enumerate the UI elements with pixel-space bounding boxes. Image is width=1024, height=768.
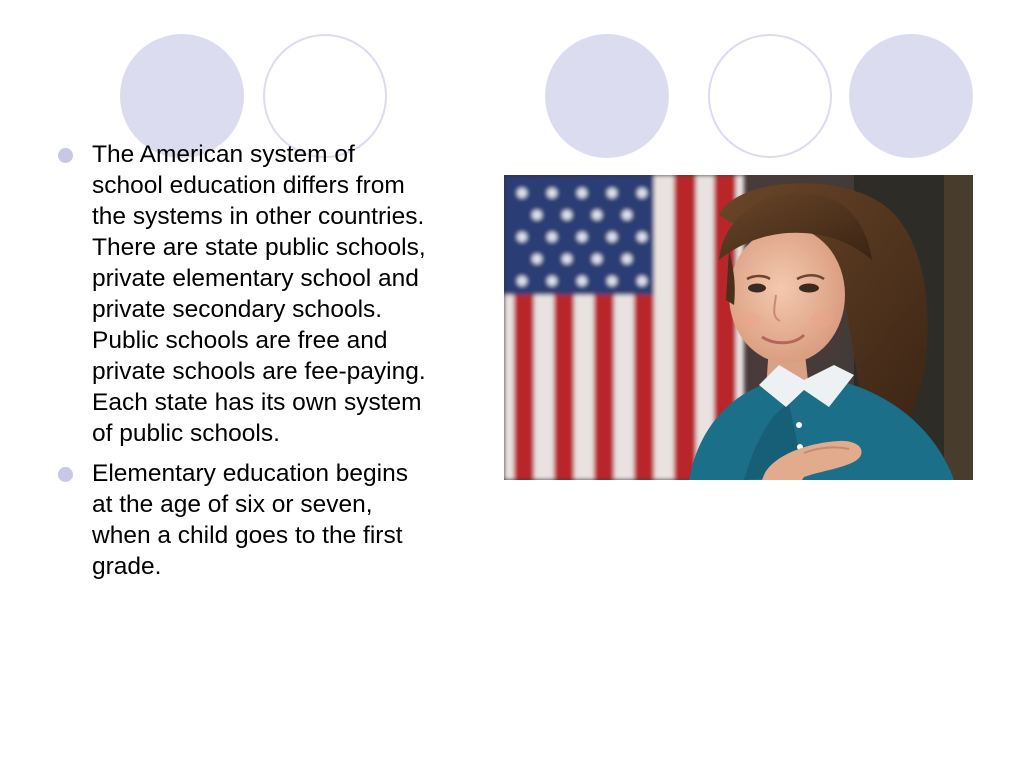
bullet-dot-icon — [58, 148, 73, 163]
decor-circle-filled — [545, 34, 669, 158]
bullet-item — [56, 139, 496, 449]
photo-illustration — [504, 175, 973, 480]
decor-circle-filled — [849, 34, 973, 158]
bullet-item — [56, 458, 496, 582]
bullet-text: The American system of school education differs from the systems in other countries. There are state public schools, private elementary school and private secondary schools. Public schools are free and private schools are fee-paying. Each state has its own system of public schools. — [92, 141, 426, 447]
bullet-text: Elementary education begins at the age of six or seven, when a child goes to the first grade. — [92, 460, 408, 580]
bullet-dot-icon — [58, 467, 73, 482]
decor-circle-outline — [708, 34, 832, 158]
bullet-list — [56, 139, 496, 591]
flag-photo — [504, 175, 973, 480]
